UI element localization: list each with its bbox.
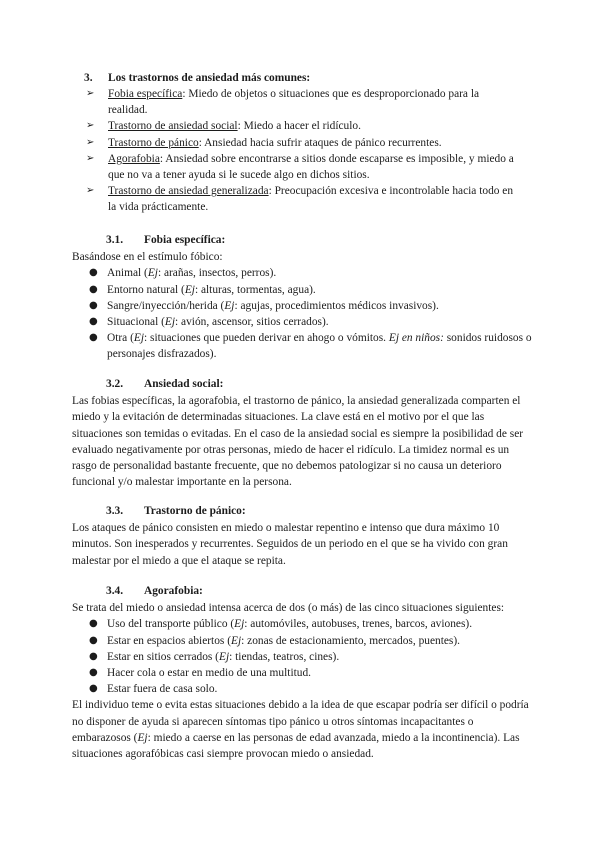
list-item bbox=[86, 135, 516, 151]
definition: : Ansiedad sobre encontrarse a sitios donde escaparse es imposible, y miedo a que no va a tener ayuda si le sucede algo en dichos sitios. bbox=[108, 152, 514, 182]
list-item bbox=[86, 183, 516, 215]
list-item: ● Estar en espacios abiertos (Ej: zonas de estacionamiento, mercados, puentes). bbox=[72, 633, 532, 649]
term: Fobia específica bbox=[108, 88, 183, 100]
subsection-heading bbox=[72, 503, 532, 519]
section-3-1 bbox=[72, 232, 532, 363]
bullet-icon: ● bbox=[89, 683, 98, 695]
bullet-icon: ● bbox=[89, 332, 98, 344]
section-number: 3. bbox=[84, 72, 93, 84]
arrow-bullet-icon: ➢ bbox=[86, 120, 95, 132]
paragraph: Las fobias específicas, la agorafobia, el trastorno de pánico, la ansiedad generalizada comparten el miedo y la evitación de determinadas situaciones. La clave está en el motivo por el que las situaciones son temidas o evitadas. En el caso de la ansiedad social es siempre la posibilidad de ser evaluado negativamente por otras personas, miedo de hacer el ridículo. La timidez normal es un rasgo de personalidad bastante frecuente, que no debemos patologizar si no causa un deterioro funcional y/o malestar importante en la persona. bbox=[72, 395, 524, 489]
section-3-3 bbox=[72, 503, 532, 569]
subsection-heading bbox=[72, 376, 532, 392]
bullet-icon: ● bbox=[89, 634, 98, 646]
arrow-bullet-icon: ➢ bbox=[86, 152, 95, 164]
bullet-icon: ● bbox=[89, 299, 98, 311]
subsection-number: 3.3. bbox=[106, 505, 124, 517]
intro-text: Se trata del miedo o ansiedad intensa acerca de dos (o más) de las cinco situaciones siguientes: bbox=[72, 602, 505, 615]
disorders-list bbox=[86, 86, 516, 216]
subsection-title: Ansiedad social: bbox=[144, 378, 224, 390]
subsection-number: 3.1. bbox=[106, 234, 124, 246]
subsection-title: Trastorno de pánico: bbox=[144, 505, 246, 517]
list-item bbox=[86, 118, 516, 134]
subsection-title: Agorafobia: bbox=[144, 585, 203, 597]
section-title: Los trastornos de ansiedad más comunes: bbox=[108, 72, 311, 84]
paragraph: Los ataques de pánico consisten en miedo o malestar repentino e intenso que dura máximo 10 minutos. Son inesperados y recurrentes. Seguidos de un periodo en el que se ha vivido con gran malestar por el miedo a que el ataque se repita. bbox=[72, 522, 508, 567]
section-3-2 bbox=[72, 376, 532, 490]
list-item: ● Estar en sitios cerrados (Ej: tiendas, teatros, cines). bbox=[72, 649, 532, 665]
subsection-number: 3.4. bbox=[106, 585, 124, 597]
bullet-icon: ● bbox=[89, 316, 98, 328]
list-item: ● Hacer cola o estar en medio de una multitud. bbox=[72, 665, 532, 681]
closing-paragraph: El individuo teme o evita estas situaciones debido a la idea de que escapar podría ser difícil o podría no disponer de ayuda si aparecen síntomas tipo pánico u otros síntomas incapacitantes o embarazosos (Ej: miedo a caerse en las personas de edad avanzada, miedo a la incontinencia). Las situaciones agorafóbicas casi siempre provocan miedo o ansiedad. bbox=[72, 699, 529, 761]
list-item: ● Sangre/inyección/herida (Ej: agujas, procedimientos médicos invasivos). bbox=[72, 298, 532, 314]
list-item: ● Animal (Ej: arañas, insectos, perros). bbox=[72, 265, 532, 281]
term: Trastorno de ansiedad social bbox=[108, 120, 238, 133]
subsection-number: 3.2. bbox=[106, 378, 124, 390]
section-3-heading bbox=[84, 70, 310, 86]
subsection-heading bbox=[72, 232, 532, 248]
definition: : Ansiedad hacia sufrir ataques de pánico recurrentes. bbox=[198, 136, 442, 149]
list-item: ● Otra (Ej: situaciones que pueden derivar en ahogo o vómitos. Ej en niños: sonidos ruidosos o personajes disfrazados). bbox=[89, 332, 532, 361]
section-3-4 bbox=[72, 583, 532, 762]
arrow-bullet-icon: ➢ bbox=[86, 185, 95, 197]
list-item: ● Situacional (Ej: avión, ascensor, sitios cerrados). bbox=[72, 314, 532, 330]
phobia-types-list bbox=[72, 265, 532, 362]
bullet-icon: ● bbox=[89, 650, 98, 662]
definition: : Miedo a hacer el ridículo. bbox=[237, 120, 361, 133]
list-item: ● Uso del transporte público (Ej: automóviles, autobuses, trenes, barcos, aviones). bbox=[72, 616, 532, 632]
subsection-heading bbox=[72, 583, 532, 599]
list-item bbox=[86, 151, 516, 183]
list-item: ● Entorno natural (Ej: alturas, tormentas, agua). bbox=[72, 282, 532, 298]
bullet-icon: ● bbox=[89, 618, 98, 630]
definition: : Miedo de objetos o situaciones que es desproporcionado para la realidad. bbox=[108, 88, 480, 117]
term: Trastorno de pánico bbox=[108, 136, 199, 149]
list-item: ● Estar fuera de casa solo. bbox=[72, 681, 532, 697]
bullet-icon: ● bbox=[89, 283, 98, 295]
term: Trastorno de ansiedad generalizada bbox=[108, 185, 269, 198]
arrow-bullet-icon: ➢ bbox=[86, 136, 95, 148]
subsection-title: Fobia específica: bbox=[144, 234, 226, 246]
intro-text: Basándose en el estímulo fóbico: bbox=[72, 251, 223, 264]
definition: : Preocupación excesiva e incontrolable hacia todo en la vida prácticamente. bbox=[108, 185, 514, 214]
arrow-bullet-icon: ➢ bbox=[86, 88, 95, 99]
term: Agorafobia bbox=[108, 152, 160, 165]
bullet-icon: ● bbox=[89, 667, 98, 679]
agoraphobia-situations-list bbox=[72, 616, 532, 697]
list-item bbox=[86, 86, 516, 118]
bullet-icon: ● bbox=[89, 267, 98, 279]
